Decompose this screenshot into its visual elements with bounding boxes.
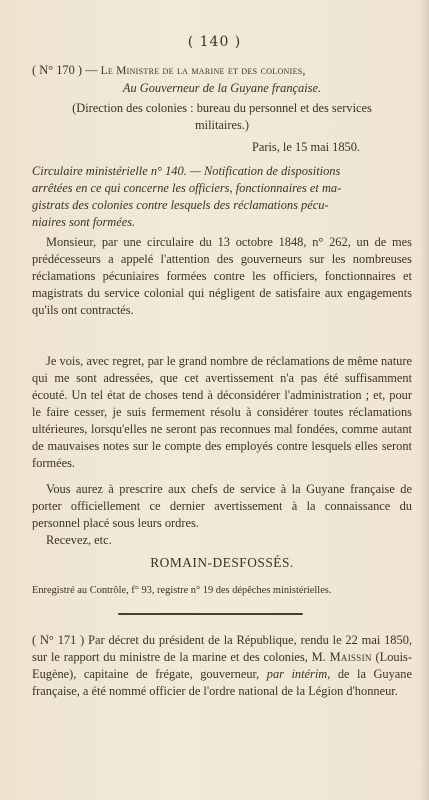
decree-text-1: Par décret du président de la République, rendu le 22 mai 1850, sur le rapport du ministre de la marine et des colonies, M. bbox=[32, 633, 412, 664]
decree-text-2: (Louis-Eugène), capitaine de frégate, gouverneur, bbox=[32, 650, 412, 681]
page-edge-shadow bbox=[419, 0, 429, 800]
circular-line-1: Circulaire ministérielle n° 140. — Notification de dispositions bbox=[32, 164, 341, 178]
letter-heading bbox=[32, 62, 412, 156]
registration-note: Enregistré au Contrôle, f° 93, registre n° 19 des dépêches ministérielles. bbox=[32, 585, 332, 596]
direction-line-1: (Direction des colonies : bureau du personnel et des services bbox=[72, 101, 372, 115]
par-interim: par intérim bbox=[266, 667, 328, 681]
paragraph-2: Je vois, avec regret, par le grand nombre de réclamations de même nature qui me sont adressées, que cet avertissement n'a pas été suffisamment écouté. Un tel état de choses tend à déconsidérer l'administration ; et, pour le faire cesser, je suis fermement résolu à considérer toutes réclamations ultérieures, lorsqu'elles ne seront pas reconnues mal fondées, comme autant de mauvaises notes sur le compte des employés contre lesquels elles seront formées. bbox=[32, 354, 412, 470]
paragraph-1: Monsieur, par une circulaire du 13 octobre 1848, n° 262, un de mes prédécesseurs a appelé l'attention des gouverneurs sur les nombreuses réclamations pécuniaires formées contre les officiers, fonctionnaires et magistrats du service colonial qui négligent de satisfaire aux engagements qu'ils ont contractés. bbox=[32, 235, 412, 317]
minister-title: Le Ministre de la marine et des colonies, bbox=[100, 65, 306, 77]
decree-paragraph bbox=[32, 632, 412, 700]
page-number: ( 140 ) bbox=[187, 34, 242, 50]
document-number: ( N° 170 ) — bbox=[32, 63, 101, 77]
person-name: Maissin bbox=[329, 650, 372, 664]
circular-line-4: niaires sont formées. bbox=[32, 215, 136, 229]
letter-date: Paris, le 15 mai 1850. bbox=[251, 140, 360, 154]
decree-text-3: , de la Guyane française, a été nommé officier de l'ordre national de la Légion d'honneur. bbox=[32, 667, 412, 698]
signature: ROMAIN-DESFOSSÉS. bbox=[150, 555, 294, 570]
separator-rule bbox=[118, 613, 303, 615]
circular-title bbox=[32, 163, 412, 231]
paragraph-3: Vous aurez à prescrire aux chefs de service à la Guyane française de porter officiellement ce dernier avertissement à la connaissance du personnel placé sous leurs ordres. bbox=[32, 482, 412, 530]
decree-number: ( N° 171 ) bbox=[32, 633, 89, 647]
direction-line-2: militaires.) bbox=[194, 118, 250, 132]
addressee: Au Gouverneur de la Guyane française. bbox=[122, 81, 322, 95]
closing-formula: Recevez, etc. bbox=[46, 533, 112, 547]
circular-line-2: arrêtées en ce qui concerne les officiers, fonctionnaires et ma- bbox=[32, 181, 342, 195]
circular-line-3: gistrats des colonies contre lesquels des réclamations pécu- bbox=[32, 198, 329, 212]
